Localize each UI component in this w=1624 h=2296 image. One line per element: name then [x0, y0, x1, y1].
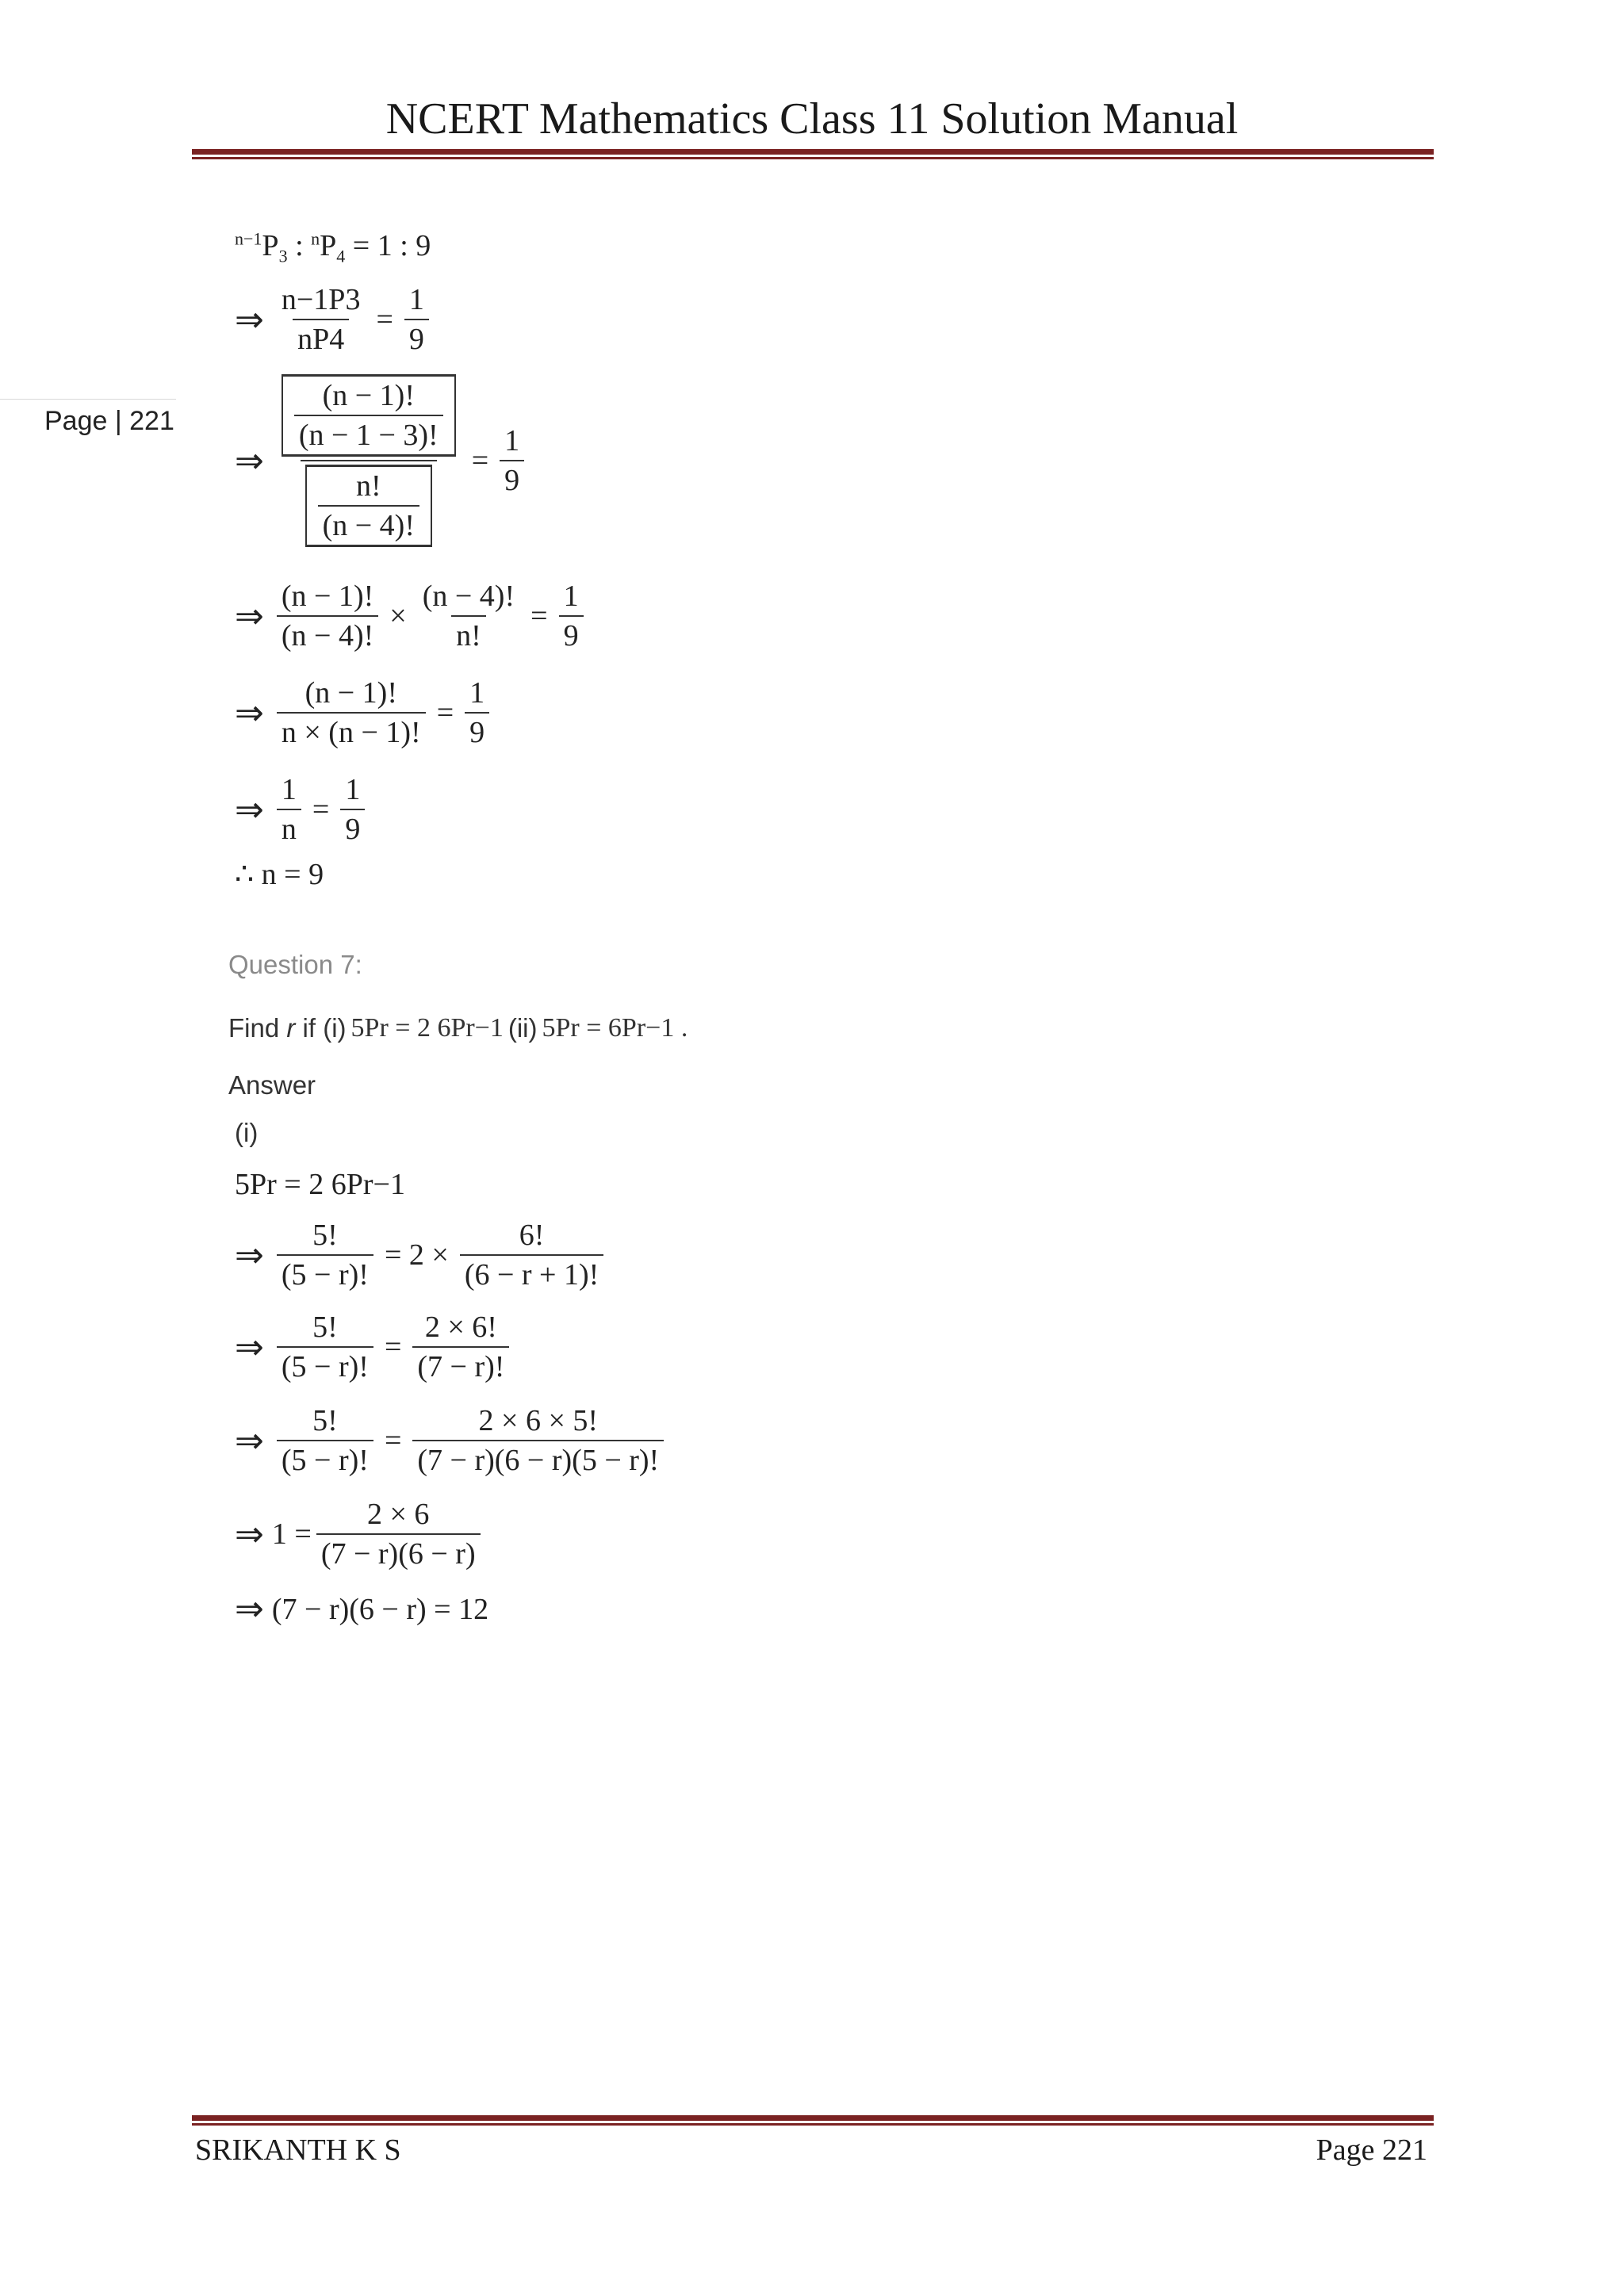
equation-q7-step-3: ⇒ $\frac{5!}{(5 - r)!}$ = $\frac{2 \times 6 \times 5!}{(7 - r)(6 - r)(5 - r)!}$	[235, 1403, 668, 1478]
question-statement: Find r if (i) 5Pr = 2 6Pr−1 (ii) 5Pr = 6Pr−1 .	[228, 1013, 688, 1043]
footer-rule	[192, 2115, 1434, 2126]
equation-step-3: ⇒ $\frac{(n - 1)!}{(n - 4)!}$ × $\frac{(n - 4)!}{n!}$ = $\frac{1}{9}$	[235, 579, 588, 653]
side-divider	[0, 399, 176, 400]
implies-arrow: ⇒	[235, 1514, 264, 1554]
page-header-title: NCERT Mathematics Class 11 Solution Manual	[385, 94, 1239, 144]
implies-arrow: ⇒	[235, 596, 264, 636]
header-rule	[192, 149, 1434, 159]
implies-arrow: ⇒	[235, 1590, 264, 1628]
implies-arrow: ⇒	[235, 441, 264, 480]
question-heading: Question 7:	[228, 950, 362, 979]
equation-q7-given: 5Pr = 2 6Pr−1	[235, 1168, 405, 1201]
equation-q7-step-2: ⇒ $\frac{5!}{(5 - r)!}$ = $\frac{2 \times 6!}{(7 - r)!}$	[235, 1310, 514, 1384]
equation-step-2: ⇒ $\frac{\frac{(n - 1)!}{(n - 1 - 3)!}}{\frac{n!}{(n - 4)!}}$ = $\frac{1}{9}$	[235, 373, 529, 549]
implies-arrow: ⇒	[235, 300, 264, 339]
implies-arrow: ⇒	[235, 1235, 264, 1275]
side-page-number: Page | 221	[44, 406, 174, 436]
equation-q7-step-1: ⇒ $\frac{5!}{(5 - r)!}$ = 2 × $\frac{6!}{(6 - r + 1)!}$	[235, 1218, 608, 1292]
implies-arrow: ⇒	[235, 1327, 264, 1367]
implies-arrow: ⇒	[235, 790, 264, 829]
equation-q7-step-4: ⇒ 1 = $\frac{2 \times 6}{(7 - r)(6 - r)}$	[235, 1497, 485, 1571]
equation-step-4: ⇒ $\frac{(n - 1)!}{n \times (n - 1)!}$ = $\frac{1}{9}$	[235, 675, 494, 750]
implies-arrow: ⇒	[235, 1421, 264, 1460]
equation-step-5: ⇒ $\frac{1}{n}$ = $\frac{1}{9}$	[235, 772, 370, 847]
footer-page-number: Page 221	[1316, 2133, 1427, 2167]
implies-arrow: ⇒	[235, 693, 264, 733]
footer-author: SRIKANTH K S	[195, 2133, 401, 2167]
part-label: (i)	[235, 1118, 259, 1147]
equation-step-1: ⇒ $\frac{n-1P3}{nP4}$ = $\frac{1}{9}$	[235, 282, 434, 357]
equation-conclusion: ∴ n = 9	[235, 858, 324, 891]
equation-ratio: $^{n-1}P_3$ : $^nP_4 = 1$ : 9	[235, 228, 431, 266]
equation-q7-step-5: ⇒ (7 − r)(6 − r) = 12	[235, 1590, 489, 1628]
answer-label: Answer	[228, 1070, 316, 1100]
